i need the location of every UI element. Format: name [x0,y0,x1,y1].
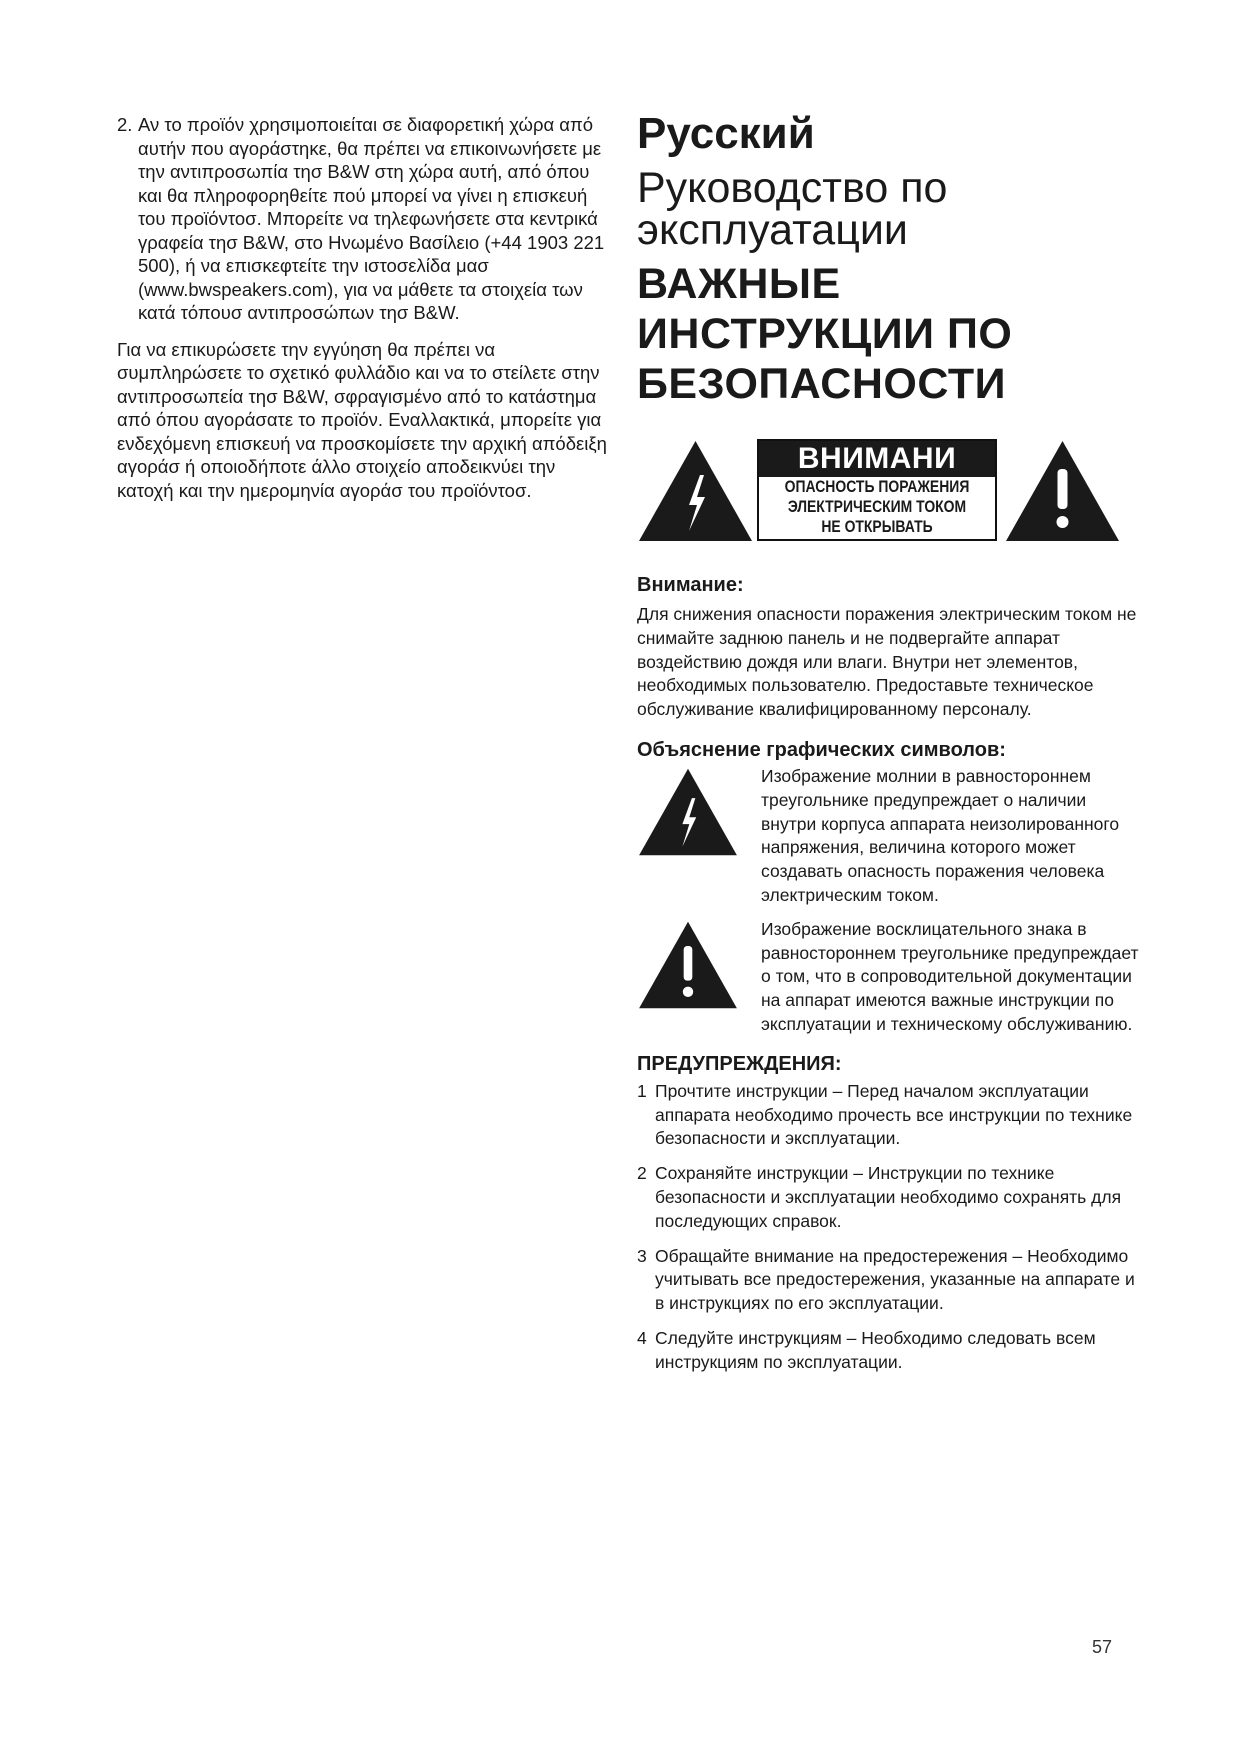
symbol-exclamation-row [637,918,1142,1037]
lightning-symbol-text: Изображение молнии в равностороннем треугольнике предупреждает о наличии внутри корпуса аппарата неизолированного напряжения, величина которого может создавать опасность поражения человека электрическим током. [761,765,1120,905]
caution-label-line3: НЕ ОТКРЫВАТЬ [821,517,933,536]
manual-subtitle: Руководство по эксплуатации [637,164,948,254]
symbol-lightning-row [637,765,1142,908]
warning-number: 1 [637,1080,647,1101]
numbered-item-2 [117,113,615,325]
warning-text: Прочтите инструкции – Перед началом эксплуатации аппарата необходимо прочесть все инструкции по технике безопасности и эксплуатации. [655,1080,1133,1149]
lightning-symbol-icon [637,767,739,857]
warning-item [637,1327,1142,1375]
caution-label [757,439,997,541]
warnings-heading: ПРЕДУПРЕЖДЕНИЯ: [637,1052,842,1075]
safety-heading: ВАЖНЫЕ ИНСТРУКЦИИ ПО БЕЗОПАСНОСТИ [637,260,1013,408]
warning-number: 4 [637,1327,647,1348]
caution-label-title: ВНИМАНИ [759,441,995,477]
symbols-heading: Объяснение графических символов: [637,738,1006,761]
language-title: Русский [637,109,815,158]
warranty-paragraph: Για να επικυρώσετε την εγγύηση θα πρέπει να συμπληρώσετε το σχετικό φυλλάδιο και να το στείλετε στην αντιπροσωπεία τησ B&W, σφραγισμένο από το κατάστημα από όπου αγοράσατε το προϊόν. Εναλλακτικά, μπορείτε για ενδεχόμενη επισκευή να προσκομίσετε την αρχική απόδειξη αγοράσ ή οποιοδήποτε άλλο στοιχείο αποδεικνύει την κατοχή και την ημερομηνία αγοράσ του προϊόντοσ. [117,338,607,501]
item-text: Αν το προϊόν χρησιμοποιείται σε διαφορετική χώρα από αυτήν που αγοράστηκε, θα πρέπει να επικοινωνήσετε με την αντιπροσωπία τησ B&W στη χώρα αυτή, από όπου και θα πληροφορηθείτε πού μπορεί να γίνει η επισκευή του προϊόντοσ. Μπορείτε να τηλεφωνήσετε στα κεντρικά γραφεία τησ B&W, στο Ηνωμένο Βασίλειο (+44 1903 221 500), ή να επισκεφτείτε την ιστοσελίδα μασ (www.bwspeakers.com), για να μάθετε τα στοιχεία των κατά τόπουσ αντιπροσώπων τησ B&W. [138,114,605,323]
warning-text: Сохраняйте инструкции – Инструкции по технике безопасности и эксплуатации необходимо сохранять для последующих справок. [655,1163,1122,1231]
right-column [637,108,1142,1375]
lightning-triangle-icon [637,439,754,543]
warning-text: Обращайте внимание на предостережения – Необходимо учитывать все предостережения, указанные на аппарате и в инструкциях по его эксплуатации. [655,1245,1135,1314]
left-column [117,113,615,502]
warning-item [637,1245,1142,1316]
exclamation-symbol-text: Изображение восклицательного знака в равностороннем треугольнике предупреждает о том, что в сопроводительной документации на аппарат имеются важные инструкции по эксплуатации и техническому обслуживанию. [761,918,1139,1034]
warning-number: 2 [637,1163,647,1184]
caution-heading: Внимание: [637,574,744,596]
exclamation-triangle-icon [1004,439,1121,543]
exclamation-symbol-icon [637,920,739,1010]
warning-item [637,1162,1142,1233]
warnings-list [637,1080,1142,1375]
item-number: 2. [117,114,133,135]
caution-label-line2: ЭЛЕКТРИЧЕСКИМ ТОКОМ [787,497,967,516]
warning-label-row [637,439,1142,549]
caution-text: Для снижения опасности поражения электрическим током не снимайте заднюю панель и не подвергайте аппарат воздействию дождя или влаги. Внутри нет элементов, необходимых пользователю. Предоставьте техническое обслуживание квалифицированному персоналу. [637,604,1137,720]
page-number: 57 [1092,1637,1113,1657]
caution-label-line1: ОПАСНОСТЬ ПОРАЖЕНИЯ [784,477,970,496]
warning-text: Следуйте инструкциям – Необходимо следовать всем инструкциям по эксплуатации. [655,1327,1096,1372]
warning-number: 3 [637,1245,647,1266]
warning-item [637,1080,1142,1151]
